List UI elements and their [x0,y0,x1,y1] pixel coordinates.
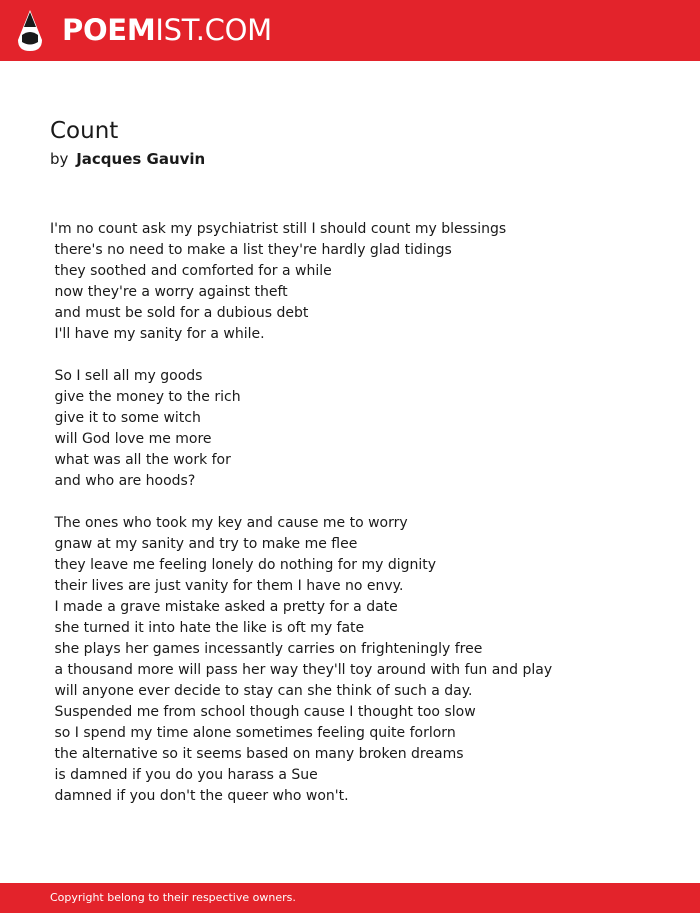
poem-line: will God love me more [50,431,212,447]
poem-line: I'll have my sanity for a while. [50,326,265,342]
poem-line: they leave me feeling lonely do nothing for my dignity [50,557,437,573]
poem-byline [50,149,205,169]
poem-line: so I spend my time alone sometimes feeling quite forlorn [50,725,456,741]
poem-line: their lives are just vanity for them I have no envy. [50,578,404,594]
poem-line: So I sell all my goods [50,368,203,384]
poem-line: give it to some witch [50,410,201,426]
poem-line: damned if you don't the queer who won't. [50,788,349,804]
poem-line: they soothed and comforted for a while [50,263,332,279]
poem-stanza [50,219,680,345]
poem-author: Jacques Gauvin [76,150,206,168]
poem-line: will anyone ever decide to stay can she think of such a day. [50,683,473,699]
site-footer [0,883,700,913]
poem-line: she turned it into hate the like is oft my fate [50,620,365,636]
poem-line: The ones who took my key and cause me to worry [50,515,408,531]
brand-bold: POEM [62,13,156,47]
poem-line: Suspended me from school though cause I thought too slow [50,704,476,720]
poem-line: she plays her games incessantly carries on frighteningly free [50,641,483,657]
poem-line: what was all the work for [50,452,231,468]
poem-line: there's no need to make a list they're hardly glad tidings [50,242,452,258]
poem-line: now they're a worry against theft [50,284,288,300]
poem-title: Count [50,118,119,144]
site-header [0,0,700,61]
pencil-tip-icon[interactable] [17,9,43,52]
poem-body [50,219,680,828]
poem-line: gnaw at my sanity and try to make me flee [50,536,358,552]
poem-line: I made a grave mistake asked a pretty for a date [50,599,398,615]
poem-stanza [50,366,680,492]
poem-line: is damned if you do you harass a Sue [50,767,318,783]
site-logo-text[interactable] [62,12,272,48]
poem-line: give the money to the rich [50,389,241,405]
brand-light: IST.COM [155,13,272,47]
poem-line: a thousand more will pass her way they'll toy around with fun and play [50,662,553,678]
by-label: by [50,150,69,168]
poem-line: and must be sold for a dubious debt [50,305,309,321]
poem-stanza [50,513,680,807]
poem-line: the alternative so it seems based on many broken dreams [50,746,464,762]
poem-line: I'm no count ask my psychiatrist still I should count my blessings [50,221,507,237]
poem-line: and who are hoods? [50,473,196,489]
copyright-notice: Copyright belong to their respective owners. [50,891,296,904]
